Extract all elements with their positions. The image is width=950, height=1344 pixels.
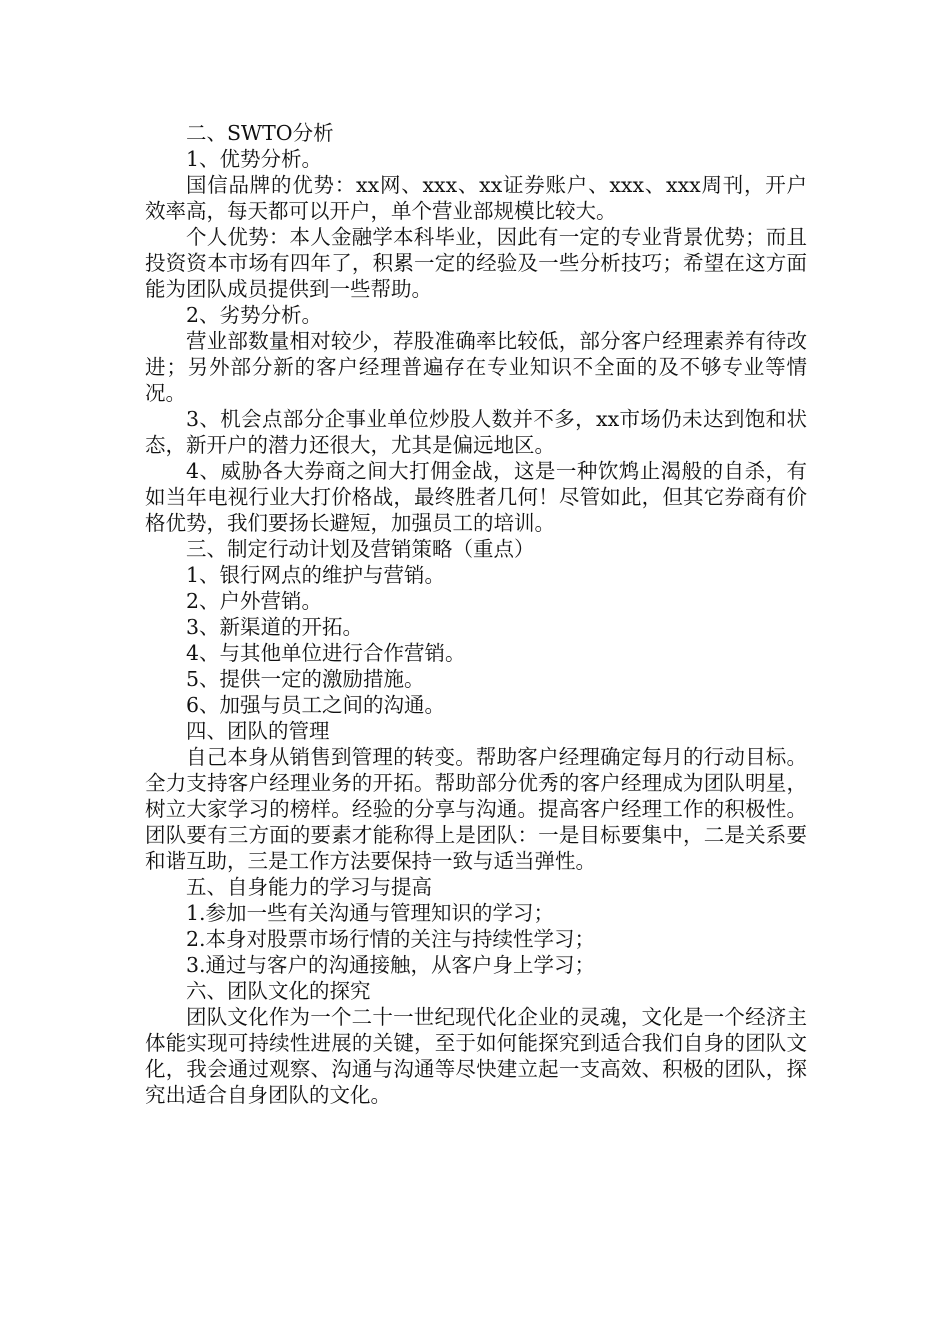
list-item: 2、户外营销。 <box>186 589 323 613</box>
list-item: 3、新渠道的开拓。 <box>186 615 364 639</box>
paragraph-team-culture: 团队文化作为一个二十一世纪现代化企业的灵魂，文化是一个经济主体能实现可持续性进展的关键，至于如何能探究到适合我们自身的团队文化，我会通过观察、沟通与沟通等尽快建立起一支高效、积极的团队，探究出适合自身团队的文化。 <box>145 1005 807 1107</box>
subheading-strengths: 1、优势分析。 <box>186 147 323 171</box>
document-body <box>145 120 807 1108</box>
section-heading-self-improvement: 五、自身能力的学习与提高 <box>186 875 432 899</box>
section-heading-team-management: 四、团队的管理 <box>186 719 330 743</box>
list-item: 5、提供一定的激励措施。 <box>186 667 425 691</box>
paragraph-threats: 4、威胁各大券商之间大打佣金战，这是一种饮鸩止渴般的自杀，有如当年电视行业大打价格战，最终胜者几何！尽管如此，但其它券商有价格优势，我们要扬长避短，加强员工的培训。 <box>145 459 807 535</box>
section-heading-swot: 二、SWTO分析 <box>186 121 334 145</box>
list-item: 6、加强与员工之间的沟通。 <box>186 693 446 717</box>
paragraph-opportunities: 3、机会点部分企事业单位炒股人数并不多，xx市场仍未达到饱和状态，新开户的潜力还很大，尤其是偏远地区。 <box>145 407 807 457</box>
section-heading-team-culture: 六、团队文化的探究 <box>186 979 371 1003</box>
list-item: 2.本身对股票市场行情的关注与持续性学习； <box>186 927 596 951</box>
paragraph-team-management: 自己本身从销售到管理的转变。帮助客户经理确定每月的行动目标。全力支持客户经理业务的开拓。帮助部分优秀的客户经理成为团队明星，树立大家学习的榜样。经验的分享与沟通。提高客户经理工作的积极性。团队要有三方面的要素才能称得上是团队：一是目标要集中，二是关系要和谐互助，三是工作方法要保持一致与适当弹性。 <box>145 745 807 873</box>
list-item: 4、与其他单位进行合作营销。 <box>186 641 466 665</box>
list-item: 1、银行网点的维护与营销。 <box>186 563 446 587</box>
list-item: 1.参加一些有关沟通与管理知识的学习； <box>186 901 555 925</box>
subheading-weaknesses: 2、劣势分析。 <box>186 303 323 327</box>
section-heading-action-plan: 三、制定行动计划及营销策略（重点） <box>186 537 535 561</box>
paragraph-weaknesses: 营业部数量相对较少，荐股准确率比较低，部分客户经理素养有待改进；另外部分新的客户经理普遍存在专业知识不全面的及不够专业等情况。 <box>145 329 807 405</box>
list-item: 3.通过与客户的沟通接触，从客户身上学习； <box>186 953 596 977</box>
paragraph-personal-strengths: 个人优势：本人金融学本科毕业，因此有一定的专业背景优势；而且投资资本市场有四年了，积累一定的经验及一些分析技巧；希望在这方面能为团队成员提供到一些帮助。 <box>145 225 807 301</box>
paragraph-brand-strengths: 国信品牌的优势：xx网、xxx、xx证券账户、xxx、xxx周刊，开户效率高，每天都可以开户，单个营业部规模比较大。 <box>145 173 807 223</box>
